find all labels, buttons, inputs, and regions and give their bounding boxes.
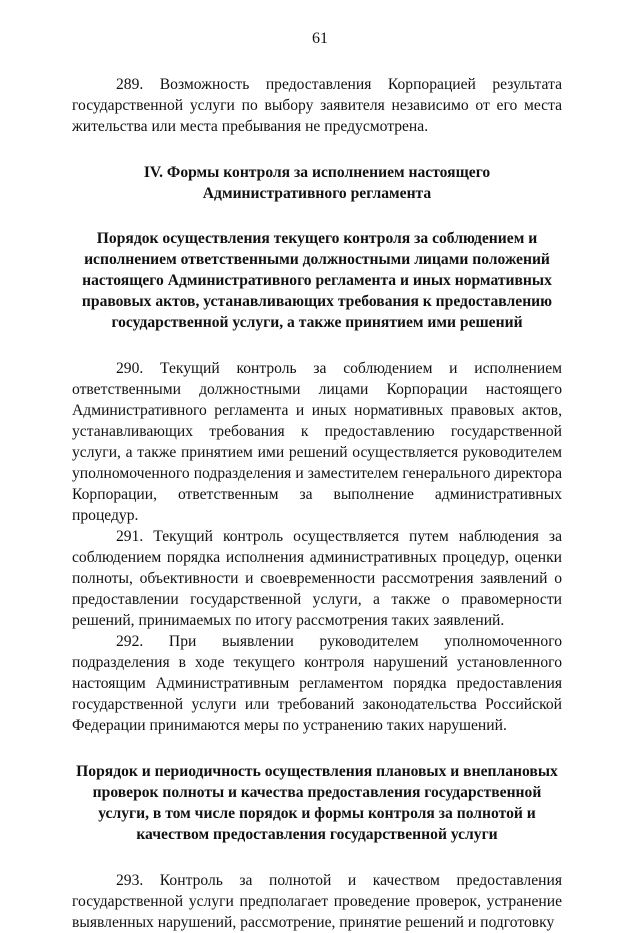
paragraph-292: 292. При выявлении руководителем уполномоченного подразделения в ходе текущего контроля нарушений установленного настоящим Административным регламентом порядка предоставления государственной услуги или требований законодательства Российской Федерации принимаются меры по устранению таких нарушений.: [72, 633, 562, 734]
subsection-heading-inspections: Порядок и периодичность осуществления плановых и внеплановых проверок полноты и качества предоставления государственной услуги, в том числе порядок и формы контроля за полнотой и качеством предоставления государственной услуги: [76, 763, 558, 843]
document-body: [72, 74, 562, 933]
paragraph-293: 293. Контроль за полнотой и качеством предоставления государственной услуги предполагает проведение проверок, устранение выявленных нарушений, рассмотрение, принятие решений и подготовку: [72, 872, 562, 931]
spacer: [72, 845, 562, 870]
spacer: [72, 204, 562, 228]
paragraph-291: 291. Текущий контроль осуществляется путем наблюдения за соблюдением порядка исполнения административных процедур, оценки полноты, объективности и своевременности рассмотрения заявлений о предоставлении государственной услуги, а также о правомерности решений, принимаемых по итогу рассмотрения таких заявлений.: [72, 528, 562, 629]
subsection-heading-current-control: Порядок осуществления текущего контроля за соблюдением и исполнением ответственными должностными лицами положений настоящего Административного регламента и иных нормативных правовых актов, устанавливающих требования к предоставлению государственной услуги, а также принятием ими решений: [81, 230, 553, 331]
spacer: [72, 333, 562, 358]
paragraph-290: 290. Текущий контроль за соблюдением и исполнением ответственными должностными лицами Корпорации настоящего Административного регламента и иных нормативных правовых актов, устанавливающих требования к предоставлению государственной услуги, а также принятием ими решений осуществляется руководителем уполномоченного подразделения и заместителем генерального директора Корпорации, ответственным за выполнение административных процедур.: [72, 360, 562, 524]
page-number: 61: [312, 30, 328, 47]
spacer: [72, 736, 562, 761]
paragraph-289: 289. Возможность предоставления Корпорацией результата государственной услуги по выбору заявителя независимо от его места жительства или места пребывания не предусмотрена.: [72, 76, 562, 135]
section-heading-iv: IV. Формы контроля за исполнением настоящего Административного регламента: [143, 164, 491, 202]
